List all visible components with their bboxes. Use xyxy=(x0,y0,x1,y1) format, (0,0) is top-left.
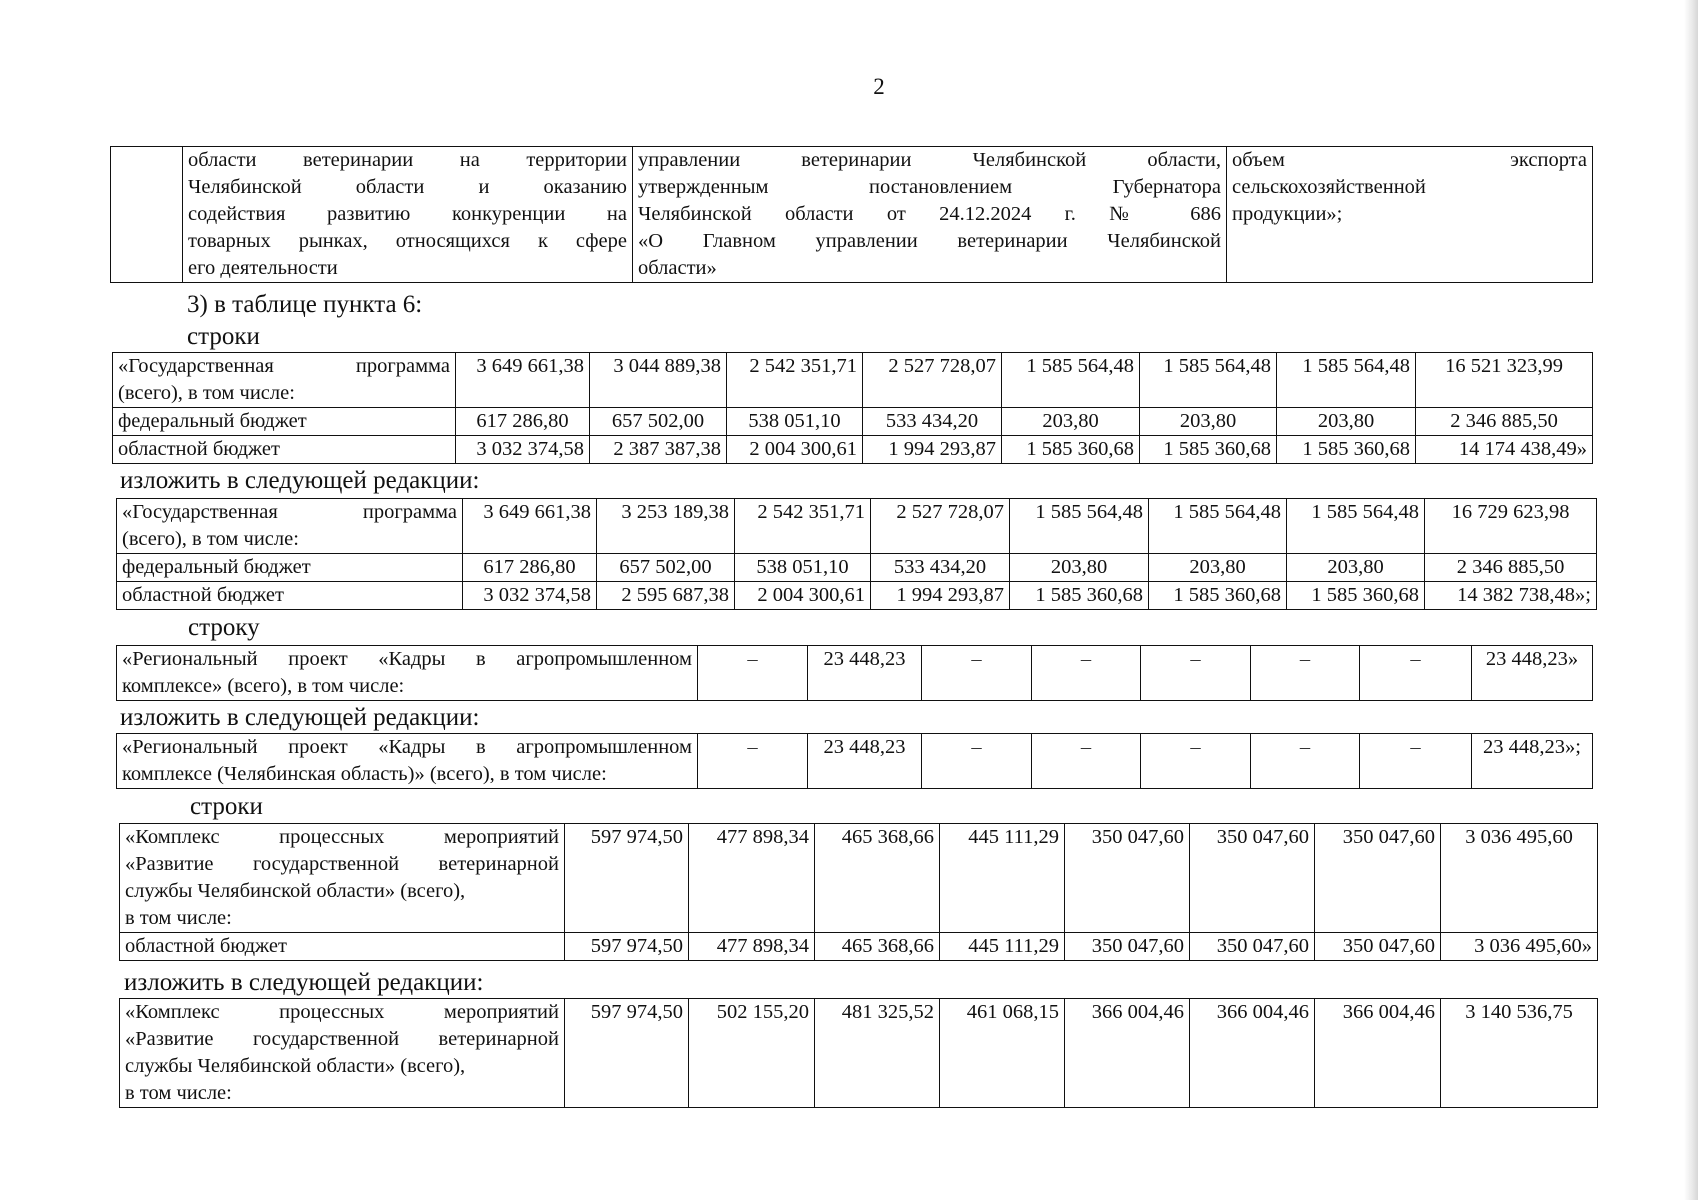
value-cell: 465 368,66 xyxy=(815,824,940,933)
dash-cell: – xyxy=(1141,646,1251,701)
row-label xyxy=(117,734,698,789)
value-cell: 14 382 738,48»; xyxy=(1425,582,1597,610)
value-cell: 1 585 360,68 xyxy=(1287,582,1425,610)
value-cell: 350 047,60 xyxy=(1065,933,1190,961)
scan-edge xyxy=(1684,0,1698,1200)
text-line: (всего), в том числе: xyxy=(122,528,299,550)
value-cell: 203,80 xyxy=(1287,554,1425,582)
value-cell: 350 047,60 xyxy=(1190,824,1315,933)
row-label: федеральный бюджет xyxy=(117,554,463,582)
value-cell: 3 036 495,60» xyxy=(1441,933,1598,961)
text-line: «Комплекс процессных мероприятий xyxy=(125,826,559,848)
table-row xyxy=(113,408,1593,436)
value-cell: 533 434,20 xyxy=(863,408,1002,436)
value-cell: 477 898,34 xyxy=(689,824,815,933)
value-cell: 1 994 293,87 xyxy=(863,436,1002,464)
value-cell: 2 346 885,50 xyxy=(1425,554,1597,582)
dash-cell: – xyxy=(1032,734,1141,789)
top-table xyxy=(110,146,1593,283)
gp-new-table xyxy=(116,498,1597,610)
value-cell: 1 585 360,68 xyxy=(1149,582,1287,610)
value-cell: 1 585 564,48 xyxy=(1149,499,1287,554)
label-row: строку xyxy=(188,614,260,641)
kpm-new-table xyxy=(119,998,1598,1108)
value-cell: 617 286,80 xyxy=(456,408,590,436)
text-line: службы Челябинской области» (всего), xyxy=(125,1055,466,1077)
value-cell: 657 502,00 xyxy=(597,554,735,582)
label-new-edition: изложить в следующей редакции: xyxy=(120,467,480,494)
kpm-old-block xyxy=(119,823,1598,961)
value-cell: 481 325,52 xyxy=(815,999,940,1108)
row-label: областной бюджет xyxy=(117,582,463,610)
text-line: «О Главном управлении ветеринарии Челябинской xyxy=(638,230,1221,252)
value-cell: 617 286,80 xyxy=(463,554,597,582)
value-cell: 14 174 438,49» xyxy=(1416,436,1593,464)
value-cell: 1 585 360,68 xyxy=(1010,582,1149,610)
rp-old-block xyxy=(116,645,1593,701)
table-row xyxy=(120,824,1598,933)
kpm-old-table xyxy=(119,823,1598,961)
value-cell: 657 502,00 xyxy=(590,408,727,436)
value-cell: 1 994 293,87 xyxy=(871,582,1010,610)
label-new-edition: изложить в следующей редакции: xyxy=(124,969,484,996)
value-cell: 366 004,46 xyxy=(1190,999,1315,1108)
text-line: «Развитие государственной ветеринарной xyxy=(125,853,559,875)
value-cell: 1 585 564,48 xyxy=(1287,499,1425,554)
text-line: Челябинской области и оказанию xyxy=(188,176,627,198)
item-3-heading: 3) в таблице пункта 6: xyxy=(187,291,423,318)
text-line: комплексе (Челябинская область)» (всего), в том числе: xyxy=(122,763,607,785)
text-line: «Развитие государственной ветеринарной xyxy=(125,1028,559,1050)
value-cell: 3 649 661,38 xyxy=(456,353,590,408)
value-cell: 597 974,50 xyxy=(565,933,689,961)
text-line: «Региональный проект «Кадры в агропромышленном xyxy=(122,736,692,758)
value-cell: 350 047,60 xyxy=(1190,933,1315,961)
text-line: «Комплекс процессных мероприятий xyxy=(125,1001,559,1023)
value-cell: 1 585 564,48 xyxy=(1277,353,1416,408)
top-col3 xyxy=(633,147,1227,283)
empty-number-cell xyxy=(111,147,183,283)
value-cell: 465 368,66 xyxy=(815,933,940,961)
value-cell: 3 036 495,60 xyxy=(1441,824,1598,933)
value-cell: 3 032 374,58 xyxy=(463,582,597,610)
value-cell: 2 542 351,71 xyxy=(735,499,871,554)
table-row xyxy=(117,499,1597,554)
row-label xyxy=(120,999,565,1108)
value-cell: 1 585 564,48 xyxy=(1140,353,1277,408)
text-line: в том числе: xyxy=(125,907,232,929)
value-cell: 3 032 374,58 xyxy=(456,436,590,464)
value-cell: 597 974,50 xyxy=(565,824,689,933)
value-cell: 2 004 300,61 xyxy=(727,436,863,464)
text-line: «Государственная программа xyxy=(122,501,457,523)
gp-old-block xyxy=(112,352,1593,464)
row-label: областной бюджет xyxy=(120,933,565,961)
value-cell: 350 047,60 xyxy=(1315,824,1441,933)
text-line: комплексе» (всего), в том числе: xyxy=(122,675,405,697)
row-label: федеральный бюджет xyxy=(113,408,456,436)
value-cell: 2 542 351,71 xyxy=(727,353,863,408)
value-cell: 203,80 xyxy=(1002,408,1140,436)
text-line: сельскохозяйственной xyxy=(1232,176,1426,198)
rp-old-table xyxy=(116,645,1593,701)
text-line: объем экспорта xyxy=(1232,149,1587,171)
dash-cell: – xyxy=(1360,646,1472,701)
value-cell: 477 898,34 xyxy=(689,933,815,961)
dash-cell: – xyxy=(698,646,808,701)
value-cell: 3 140 536,75 xyxy=(1441,999,1598,1108)
table-row xyxy=(120,999,1598,1108)
value-cell: 2 346 885,50 xyxy=(1416,408,1593,436)
page-number: 2 xyxy=(873,74,885,99)
value-cell: 366 004,46 xyxy=(1065,999,1190,1108)
row-label: областной бюджет xyxy=(113,436,456,464)
value-cell: 366 004,46 xyxy=(1315,999,1441,1108)
value-cell: 597 974,50 xyxy=(565,999,689,1108)
text-line: области» xyxy=(638,257,717,279)
value-cell: 2 527 728,07 xyxy=(871,499,1010,554)
text-line: товарных рынках, относящихся к сфере xyxy=(188,230,627,252)
value-cell: 445 111,29 xyxy=(940,824,1065,933)
value-cell: 1 585 360,68 xyxy=(1140,436,1277,464)
gp-old-table xyxy=(112,352,1593,464)
top-table-block xyxy=(110,146,1593,283)
value-cell: 445 111,29 xyxy=(940,933,1065,961)
table-row xyxy=(117,554,1597,582)
value-cell: 203,80 xyxy=(1140,408,1277,436)
top-col4 xyxy=(1227,147,1593,283)
top-col2 xyxy=(183,147,633,283)
dash-cell: – xyxy=(1251,646,1360,701)
dash-cell: – xyxy=(1032,646,1141,701)
value-cell: 2 004 300,61 xyxy=(735,582,871,610)
text-line: в том числе: xyxy=(125,1082,232,1104)
value-cell: 23 448,23 xyxy=(808,646,922,701)
dash-cell: – xyxy=(1251,734,1360,789)
value-cell: 1 585 360,68 xyxy=(1002,436,1140,464)
value-cell: 23 448,23» xyxy=(1472,646,1593,701)
value-cell: 23 448,23»; xyxy=(1472,734,1593,789)
value-cell: 16 729 623,98 xyxy=(1425,499,1597,554)
table-row xyxy=(117,582,1597,610)
row-label xyxy=(117,646,698,701)
table-row xyxy=(117,734,1593,789)
value-cell: 203,80 xyxy=(1277,408,1416,436)
value-cell: 3 253 189,38 xyxy=(597,499,735,554)
value-cell: 2 527 728,07 xyxy=(863,353,1002,408)
value-cell: 1 585 564,48 xyxy=(1002,353,1140,408)
value-cell: 1 585 360,68 xyxy=(1277,436,1416,464)
text-line: продукции»; xyxy=(1232,203,1343,225)
gp-new-block xyxy=(116,498,1597,610)
dash-cell: – xyxy=(922,734,1032,789)
table-row xyxy=(113,353,1593,408)
dash-cell: – xyxy=(1141,734,1251,789)
row-label xyxy=(117,499,463,554)
value-cell: 350 047,60 xyxy=(1315,933,1441,961)
row-label xyxy=(120,824,565,933)
text-line: содействия развитию конкуренции на xyxy=(188,203,627,225)
text-line: утвержденным постановлением Губернатора xyxy=(638,176,1221,198)
value-cell: 16 521 323,99 xyxy=(1416,353,1593,408)
text-line: «Региональный проект «Кадры в агропромышленном xyxy=(122,648,692,670)
value-cell: 23 448,23 xyxy=(808,734,922,789)
text-line: (всего), в том числе: xyxy=(118,382,295,404)
text-line: Челябинской области от 24.12.2024 г. № 686 xyxy=(638,203,1221,225)
text-line: службы Челябинской области» (всего), xyxy=(125,880,466,902)
value-cell: 461 068,15 xyxy=(940,999,1065,1108)
rp-new-block xyxy=(116,733,1593,789)
table-row xyxy=(117,646,1593,701)
value-cell: 3 044 889,38 xyxy=(590,353,727,408)
table-row xyxy=(120,933,1598,961)
value-cell: 502 155,20 xyxy=(689,999,815,1108)
table-row xyxy=(111,147,1593,283)
value-cell: 350 047,60 xyxy=(1065,824,1190,933)
value-cell: 2 595 687,38 xyxy=(597,582,735,610)
text-line: управлении ветеринарии Челябинской области, xyxy=(638,149,1221,171)
dash-cell: – xyxy=(922,646,1032,701)
rp-new-table xyxy=(116,733,1593,789)
value-cell: 203,80 xyxy=(1010,554,1149,582)
value-cell: 533 434,20 xyxy=(871,554,1010,582)
value-cell: 1 585 564,48 xyxy=(1010,499,1149,554)
text-line: «Государственная программа xyxy=(118,355,450,377)
kpm-new-block xyxy=(119,998,1598,1108)
value-cell: 2 387 387,38 xyxy=(590,436,727,464)
text-line: его деятельности xyxy=(188,257,338,279)
dash-cell: – xyxy=(698,734,808,789)
dash-cell: – xyxy=(1360,734,1472,789)
value-cell: 3 649 661,38 xyxy=(463,499,597,554)
value-cell: 203,80 xyxy=(1149,554,1287,582)
text-line: области ветеринарии на территории xyxy=(188,149,627,171)
table-row xyxy=(113,436,1593,464)
label-rows: строки xyxy=(187,323,260,350)
value-cell: 538 051,10 xyxy=(727,408,863,436)
row-label xyxy=(113,353,456,408)
value-cell: 538 051,10 xyxy=(735,554,871,582)
label-new-edition: изложить в следующей редакции: xyxy=(120,704,480,731)
label-rows: строки xyxy=(190,793,263,820)
